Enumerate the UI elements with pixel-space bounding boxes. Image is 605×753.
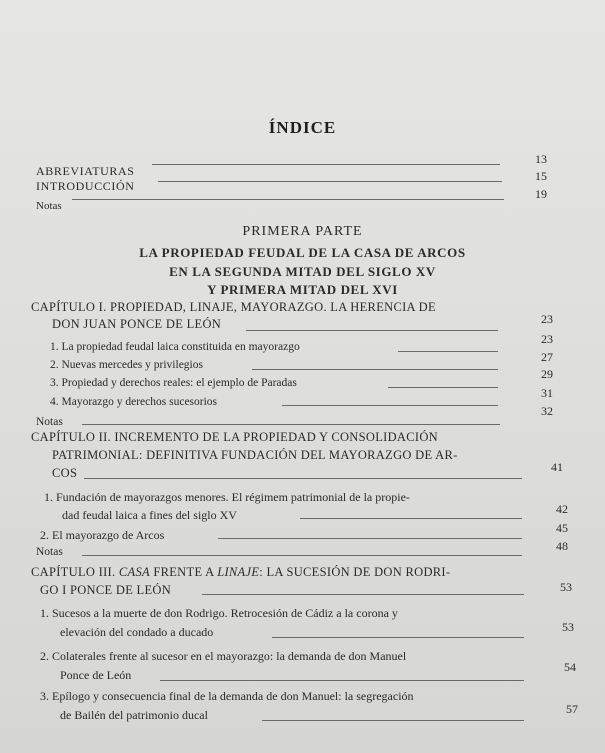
chapter-heading-cont: DON JUAN PONCE DE LEÓN (52, 317, 222, 331)
toc-item: 2. Colaterales frente al sucesor en el mayorazgo: la demanda de don Manuel (40, 649, 407, 663)
leader-line (388, 387, 498, 388)
toc-page: 41 (551, 460, 563, 474)
part-subtitle-line: LA PROPIEDAD FEUDAL DE LA CASA DE ARCOS (139, 245, 466, 260)
chapter-heading-italic: LINAJE (217, 565, 260, 579)
toc-page: 53 (562, 620, 574, 634)
toc-item: 1. Sucesos a la muerte de don Rodrigo. Retrocesión de Cádiz a la corona y (40, 606, 398, 620)
toc-label: ABREVIATURAS (36, 164, 135, 178)
chapter-heading-italic: CASA (118, 565, 150, 579)
toc-page: 23 (541, 332, 553, 346)
leader-line (246, 330, 498, 331)
toc-item: 4. Mayorazgo y derechos sucesorios (50, 396, 218, 408)
chapter-heading-part: : LA SUCESIÓN DE DON RODRI- (259, 565, 451, 579)
toc-page: 45 (556, 521, 568, 535)
leader-line (82, 424, 500, 425)
toc-page: 32 (541, 404, 553, 418)
toc-page: 57 (566, 702, 578, 716)
leader-line (202, 594, 524, 595)
toc-page: 19 (535, 187, 547, 201)
chapter-heading: CAPÍTULO I. PROPIEDAD, LINAJE, MAYORAZGO. LA HERENCIA DE (31, 300, 436, 314)
leader-line (84, 478, 522, 479)
leader-line (398, 351, 498, 352)
toc-item: 2. Nuevas mercedes y privilegios (50, 359, 203, 371)
toc-label: INTRODUCCIÓN (36, 179, 135, 193)
index-title: ÍNDICE (268, 118, 337, 137)
toc-item: 3. Epílogo y consecuencia final de la demanda de don Manuel: la segregación (40, 689, 414, 703)
chapter-heading-cont: GO I PONCE DE LEÓN (40, 583, 172, 597)
leader-line (82, 555, 522, 556)
chapter-heading-part: CAPÍTULO III. (31, 565, 119, 579)
toc-item: 2. El mayorazgo de Arcos (40, 528, 165, 542)
toc-page: 31 (541, 386, 553, 400)
leader-line (158, 181, 502, 182)
toc-page: 23 (541, 312, 553, 326)
leader-line (152, 164, 500, 165)
toc-item: Notas (36, 416, 63, 428)
chapter-heading-part: FRENTE A (149, 565, 218, 579)
leader-line (272, 637, 524, 638)
toc-page: 53 (560, 580, 572, 594)
toc-item: 3. Propiedad y derechos reales: el ejemplo de Paradas (50, 377, 297, 389)
leader-line (300, 518, 522, 519)
toc-page: 15 (535, 169, 547, 183)
chapter-heading-cont: COS (52, 466, 78, 480)
toc-page: 13 (535, 152, 547, 166)
toc-page: 42 (556, 502, 568, 516)
toc-item: Notas (36, 546, 63, 558)
chapter-heading: CAPÍTULO II. INCREMENTO DE LA PROPIEDAD Y CONSOLIDACIÓN (31, 430, 439, 444)
part-subtitle-line: EN LA SEGUNDA MITAD DEL SIGLO XV (169, 264, 436, 279)
leader-line (72, 199, 504, 200)
leader-line (282, 405, 498, 406)
toc-page: 48 (556, 539, 568, 553)
toc-item-cont: Ponce de León (60, 668, 132, 682)
toc-item: 1. Fundación de mayorazgos menores. El régimem patrimonial de la propie- (44, 490, 410, 504)
toc-page: 29 (541, 367, 553, 381)
leader-line (262, 720, 524, 721)
toc-item-cont: de Bailén del patrimonio ducal (60, 708, 208, 722)
toc-page: 27 (541, 350, 553, 364)
toc-page: 54 (564, 660, 576, 674)
toc-item: 1. La propiedad feudal laica constituida en mayorazgo (50, 341, 300, 353)
chapter-heading-cont: PATRIMONIAL: DEFINITIVA FUNDACIÓN DEL MAYORAZGO DE AR- (52, 448, 458, 462)
chapter-heading (31, 565, 450, 580)
toc-item-cont: elevación del condado a ducado (60, 625, 214, 639)
part-subtitle-line: Y PRIMERA MITAD DEL XVI (207, 282, 398, 297)
leader-line (218, 538, 522, 539)
leader-line (160, 680, 524, 681)
leader-line (252, 369, 498, 370)
toc-label: Notas (36, 200, 62, 212)
part-title: PRIMERA PARTE (242, 224, 363, 239)
toc-item-cont: dad feudal laica a fines del siglo XV (62, 508, 237, 522)
